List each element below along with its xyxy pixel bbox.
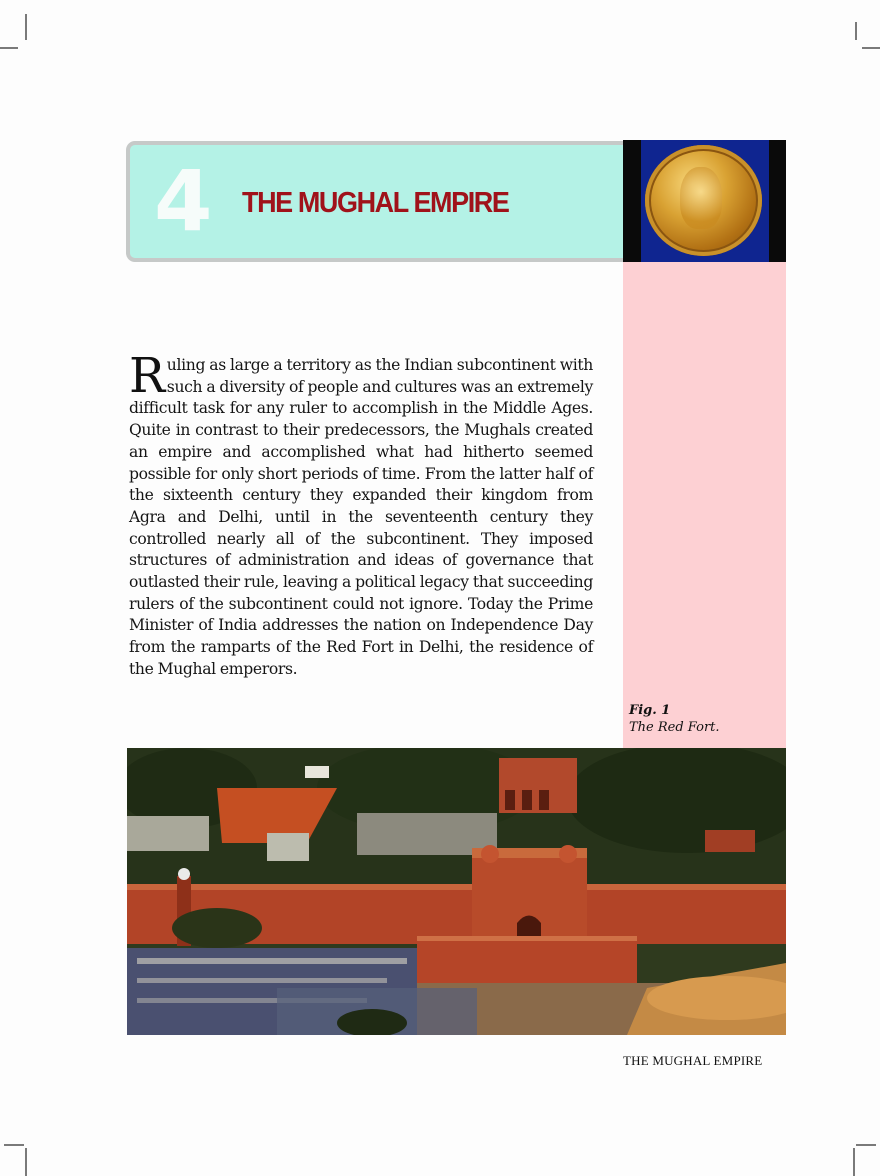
- chapter-banner: [126, 141, 646, 262]
- crop-mark-top-left-v: [25, 14, 27, 40]
- running-footer: THE MUGHAL EMPIRE: [623, 1053, 763, 1068]
- chapter-number: 4: [154, 152, 213, 250]
- crop-mark-bottom-right-h: [856, 1144, 876, 1146]
- intro-paragraph: [129, 348, 593, 681]
- crop-mark-top-right-v: [855, 22, 857, 40]
- paragraph-text: uling as large a territory as the Indian subcontinent with such a diversity of people and cultures was an extremely difficult task for any ruler to accomplish in the Middle Ages. Quite in contrast to their predecessors, the Mughals created an empire and accomplished what had hitherto seemed possible for only short periods of time. From the latter half of the sixteenth century they expanded their kingdom from Agra and Delhi, until in the seventeenth century they controlled nearly all of the subcontinent. They imposed structures of administration and ideas of governance that outlasted their rule, leaving a political legacy that succeeding rulers of the subcontinent could not ignore. Today the Prime Minister of India addresses the nation on Independence Day from the ramparts of the Red Fort in Delhi, the residence of the Mughal emperors.: [129, 356, 593, 678]
- gold-coin-icon: [645, 145, 762, 256]
- margin-sidebar: [623, 262, 786, 748]
- drop-cap: R: [129, 348, 165, 404]
- crop-mark-bottom-left-h: [4, 1144, 24, 1146]
- coin-image: [623, 140, 786, 262]
- coin-portrait: [680, 167, 722, 229]
- crop-mark-bottom-right-v: [853, 1148, 855, 1176]
- figure-label: Fig. 1: [629, 703, 671, 718]
- red-fort-illustration: [127, 748, 786, 1035]
- red-fort-photo: [127, 748, 786, 1035]
- crop-mark-top-left-h: [0, 47, 18, 49]
- crop-mark-bottom-left-v: [25, 1148, 27, 1176]
- figure-caption: The Red Fort.: [629, 720, 720, 735]
- crop-mark-top-right-h: [862, 47, 880, 49]
- chapter-title: THE MUGHAL EMPIRE: [242, 187, 509, 219]
